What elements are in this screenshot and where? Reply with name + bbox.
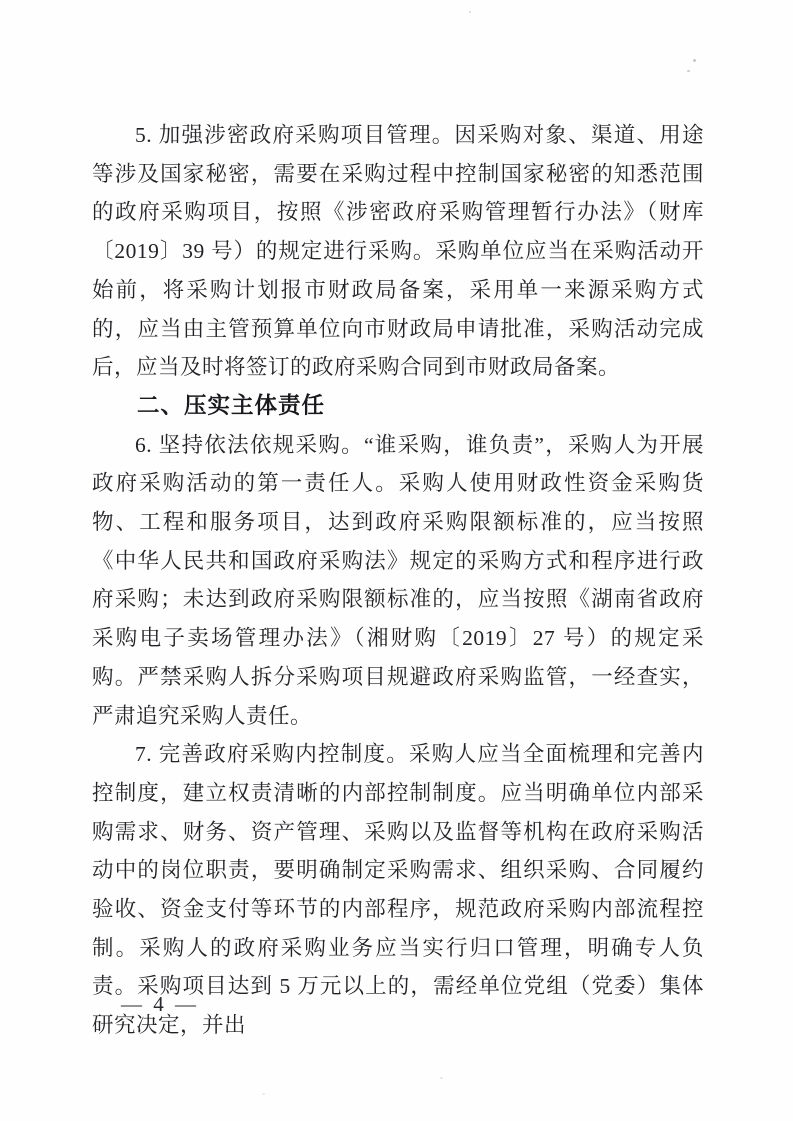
scan-artifact-dot xyxy=(440,1077,443,1079)
page-number: — 4 — xyxy=(121,992,199,1016)
section-heading-2: 二、压实主体责任 xyxy=(137,392,326,418)
paragraph-item-6: 6. 坚持依法依规采购。“谁采购，谁负责”，采购人为开展政府采购活动的第一责任人。采购人使用财政性资金采购货物、工程和服务项目，达到政府采购限额标准的，应当按照《中华人民共和国政府采购法》规定的采购方式和程序进行政府采购；未达到政府采购限额标准的，应当按照《湖南省政府采购电子卖场管理办法》（湘财购〔2019〕27 号）的规定采购。严禁采购人拆分采购项目规避政府采购监管，一经查实，严肃追究采购人责任。 xyxy=(92,432,704,728)
paragraph-item-5: 5. 加强涉密政府采购项目管理。因采购对象、渠道、用途等涉及国家秘密，需要在采购过程中控制国家秘密的知悉范围的政府采购项目，按照《涉密政府采购管理暂行办法》（财库〔2019〕39 号）的规定进行采购。采购单位应当在采购活动开始前，将采购计划报市财政局备案，采用单一来源采购方式的，应当由主管预算单位向市财政局申请批准，采购活动完成后，应当及时将签订的政府采购合同到市财政局备案。 xyxy=(92,123,704,380)
paragraph-item-7: 7. 完善政府采购内控制度。采购人应当全面梳理和完善内控制度，建立权责清晰的内部控制制度。应当明确单位内部采购需求、财务、资产管理、采购以及监督等机构在政府采购活动中的岗位职责，要明确制定采购需求、组织采购、合同履约验收、资金支付等环节的内部程序，规范政府采购内部流程控制。采购人的政府采购业务应当实行归口管理，明确专人负责。采购项目达到 5 万元以上的，需经单位党组（党委）集体研究决定，并出 xyxy=(92,742,704,1038)
document-body xyxy=(92,116,704,1045)
scan-artifact-dot xyxy=(687,70,690,72)
scan-artifact-dot xyxy=(262,1093,265,1095)
scan-artifact-dot xyxy=(693,59,696,62)
scan-artifact-dot xyxy=(469,11,471,13)
